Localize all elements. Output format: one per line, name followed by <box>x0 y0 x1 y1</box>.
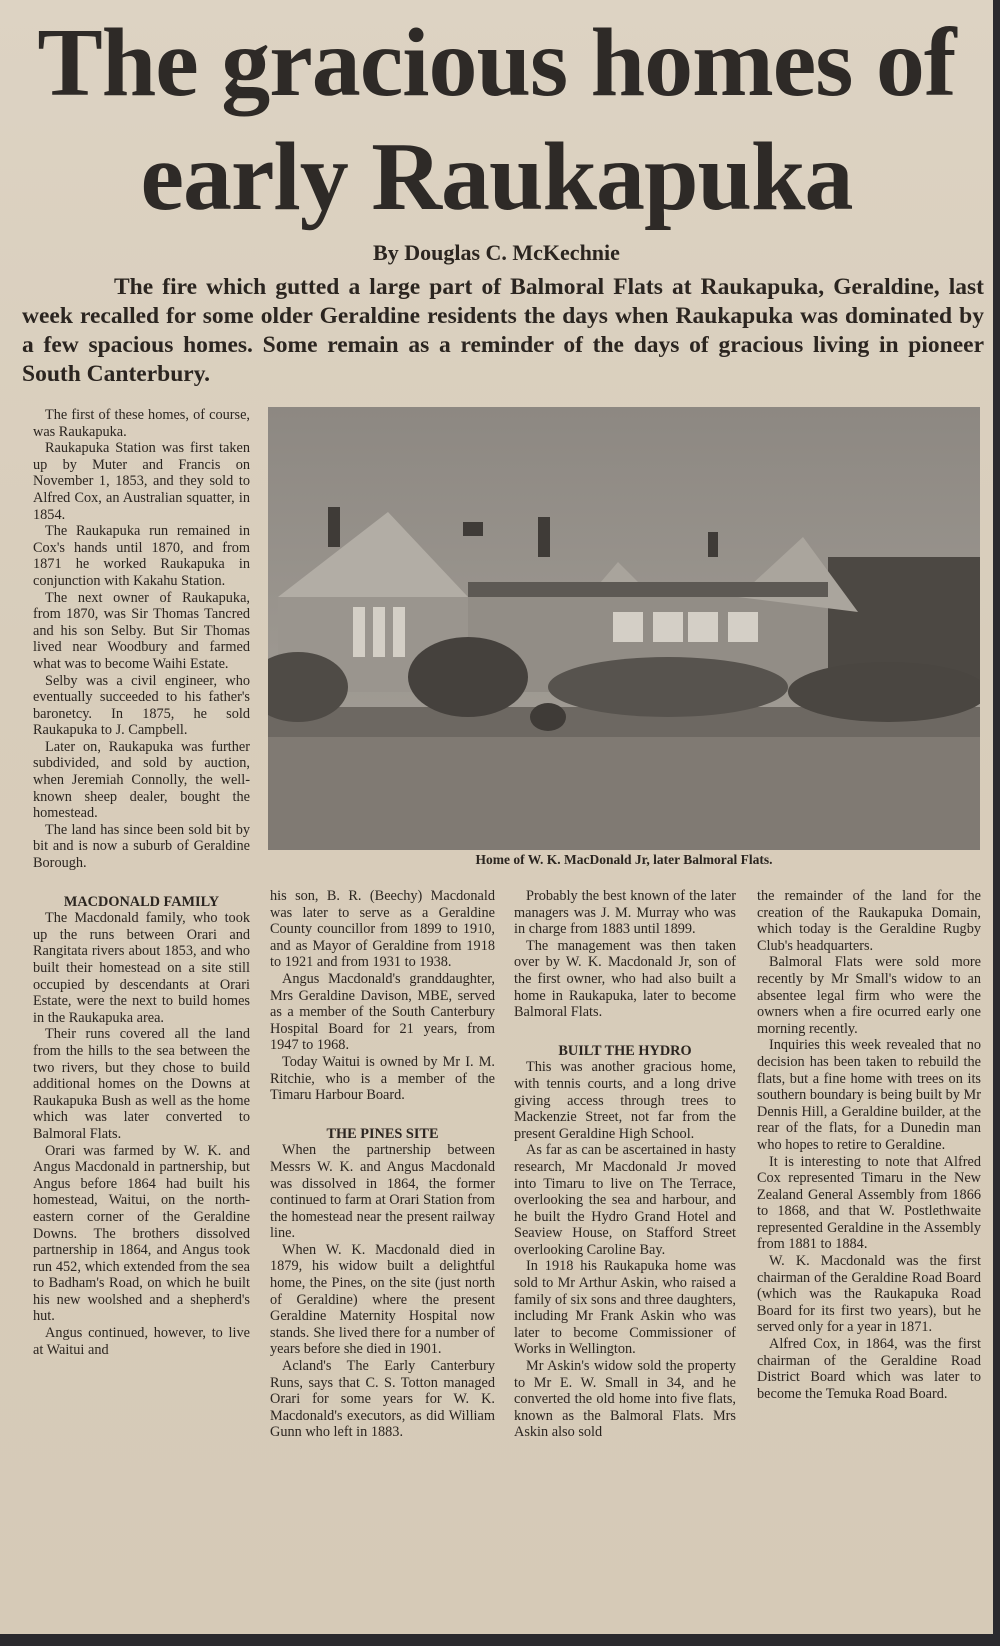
paragraph: The Macdonald family, who took up the runs between Orari and Rangitata rivers about 1853, and who built their homestead on a site still occupied by descendants at Orari Estate, were the next to build homes in the Raukapuka area. <box>33 910 250 1026</box>
paragraph: Later on, Raukapuka was further subdivided, and sold by auction, when Jeremiah Connolly, the well-known sheep dealer, bought the homestead. <box>33 738 250 822</box>
paragraph: Raukapuka Station was first taken up by Muter and Francis on November 1, 1853, and they sold to Alfred Cox, an Australian squatter, in 1854. <box>33 440 250 523</box>
headline-line-2: early Raukapuka <box>140 123 853 231</box>
section-heading: BUILT THE HYDRO <box>558 1042 692 1059</box>
paragraph: The first of these homes, of course, was Raukapuka. <box>33 407 250 440</box>
paragraph: When W. K. Macdonald died in 1879, his widow built a delightful home, the Pines, on the site (just north of Geraldine) where the present Geraldine Maternity Hospital now stands. She lived there for a number of years before she died in 1901. <box>270 1241 495 1358</box>
photo-caption: Home of W. K. MacDonald Jr, later Balmoral Flats. <box>475 852 773 867</box>
paragraph: his son, B. R. (Beechy) Macdonald was later to serve as a Geraldine County councillor from 1899 to 1910, and as Mayor of Geraldine from 1918 to 1921 and from 1931 to 1938. <box>270 888 495 971</box>
column-4 <box>757 888 981 1402</box>
paragraph: Today Waitui is owned by Mr I. M. Ritchie, who is a member of the Timaru Harbour Board. <box>270 1053 495 1104</box>
paragraph: W. K. Macdonald was the first chairman of the Geraldine Road Board (which was the Raukapuka Road Board for its first two years), but he served only for a year in 1871. <box>757 1253 981 1336</box>
paragraph: In 1918 his Raukapuka home was sold to Mr Arthur Askin, who raised a family of six sons and three daughters, including Mr Frank Askin who was later to become Commissioner of Works in Wellington. <box>514 1258 736 1358</box>
paragraph: Probably the best known of the later managers was J. M. Murray who was in charge from 1883 until 1899. <box>514 888 736 938</box>
paragraph: Their runs covered all the land from the hills to the sea between the two rivers, but they chose to build additional homes on the Downs at Raukapuka Bush as well as the home which was later converted to Balmoral Flats. <box>33 1026 250 1142</box>
paragraph: Inquiries this week revealed that no decision has been taken to rebuild the flats, but a fine home with trees on its southern boundary is being built by Mr Dennis Hill, a Geraldine builder, at the rear of the flats, for a Dunedin man who hopes to retire to Geraldine. <box>757 1037 981 1153</box>
byline: By Douglas C. McKechnie <box>373 240 620 265</box>
paragraph: The Raukapuka run remained in Cox's hands until 1870, and from 1871 he worked Raukapuka in conjunction with Kakahu Station. <box>33 523 250 589</box>
headline-line-1: The gracious homes of <box>37 9 956 117</box>
paragraph: Angus Macdonald's granddaughter, Mrs Geraldine Davison, MBE, served as a member of the South Canterbury Hospital Board for 21 years, from 1947 to 1968. <box>270 970 495 1054</box>
paragraph: This was another gracious home, with tennis courts, and a long drive giving access through trees to Mackenzie Street, not far from the present Geraldine High School. <box>514 1059 736 1142</box>
paragraph: It is interesting to note that Alfred Cox represented Timaru in the New Zealand General Assembly from 1866 to 1868, and that W. Postlethwaite represented Geraldine in the Assembly from 1881 to 1884. <box>757 1153 981 1253</box>
paragraph: The land has since been sold bit by bit and is now a suburb of Geraldine Borough. <box>33 821 250 872</box>
house-photo-image <box>268 407 980 850</box>
column-3 <box>514 888 736 1441</box>
paragraph: Balmoral Flats were sold more recently by Mr Small's widow to an absentee legal firm who were the owners when a fire ocurred early one morning recently. <box>757 954 981 1037</box>
paragraph: Selby was a civil engineer, who eventually succeeded to his father's baronetcy. In 1875, he sold Raukapuka to J. Campbell. <box>33 672 250 739</box>
paragraph: Orari was farmed by W. K. and Angus Macdonald in partnership, but Angus before 1864 had built his homestead, Waitui, on the north-eastern corner of the Geraldine Downs. The brothers dissolved partnership in 1864, and Angus took run 452, which extended from the sea to Badham's Road, on which he built his new woolshed and a shepherd's hut. <box>33 1142 250 1325</box>
column-2 <box>270 888 495 1441</box>
column-1 <box>33 407 250 1358</box>
section-heading: MACDONALD FAMILY <box>63 893 220 910</box>
section-heading: THE PINES SITE <box>326 1125 439 1142</box>
paragraph: Acland's The Early Canterbury Runs, says that C. S. Totton managed Orari for some years for W. K. Macdonald's executors, as did William Gunn who left in 1883. <box>270 1358 495 1441</box>
paragraph: Alfred Cox, in 1864, was the first chairman of the Geraldine Road District Board which was later to become the Temuka Road Board. <box>757 1336 981 1402</box>
paragraph: The management was then taken over by W. K. Macdonald Jr, son of the first owner, who had also built a home in Raukapuka, later to become Balmoral Flats. <box>514 937 736 1021</box>
intro-paragraph: The fire which gutted a large part of Balmoral Flats at Raukapuka, Geraldine, last week recalled for some older Geraldine residents the days when Raukapuka was dominated by a few spacious homes. Some remain as a reminder of the days of gracious living in pioneer South Canterbury. <box>22 274 984 387</box>
house-photo <box>268 407 980 850</box>
paragraph: The next owner of Raukapuka, from 1870, was Sir Thomas Tancred and his son Selby. But Sir Thomas lived near Woodbury and farmed what was to become Waihi Estate. <box>33 589 250 672</box>
paragraph: When the partnership between Messrs W. K. and Angus Macdonald was dissolved in 1864, the former continued to farm at Orari Station from the homestead near the present railway line. <box>270 1142 495 1242</box>
paragraph: Angus continued, however, to live at Waitui and <box>33 1325 250 1358</box>
paragraph: Mr Askin's widow sold the property to Mr E. W. Small in 34, and he converted the old home into five flats, known as the Balmoral Flats. Mrs Askin also sold <box>514 1358 736 1441</box>
paragraph: As far as can be ascertained in hasty research, Mr Macdonald Jr moved into Timaru to live on The Terrace, overlooking the sea and harbour, and he built the Hydro Grand Hotel and Seaview House, on Stafford Street overlooking Caroline Bay. <box>514 1142 736 1258</box>
paragraph: the remainder of the land for the creation of the Raukapuka Domain, which today is the Geraldine Rugby Club's headquarters. <box>757 888 981 954</box>
